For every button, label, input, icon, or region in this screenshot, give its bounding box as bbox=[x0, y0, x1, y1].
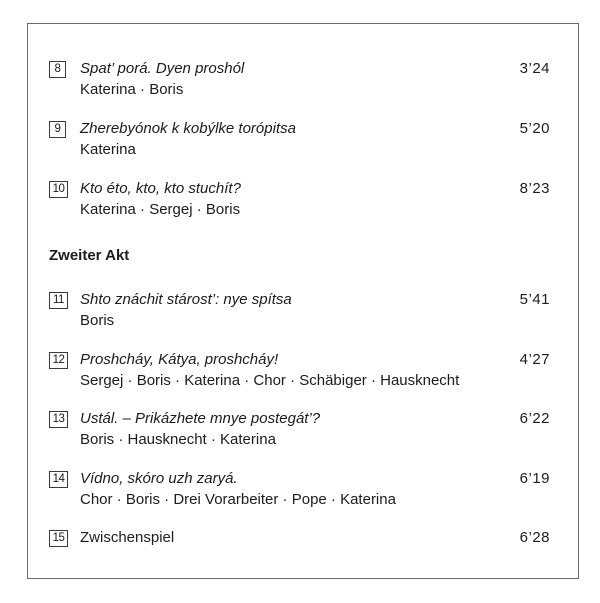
track-singers: Katerina · Boris bbox=[80, 81, 184, 98]
track-duration: 6’22 bbox=[519, 410, 550, 427]
track-number-box: 13 bbox=[49, 411, 68, 428]
track-number-box: 15 bbox=[49, 530, 68, 547]
track-number-box: 11 bbox=[49, 292, 68, 309]
track-number-box: 10 bbox=[49, 181, 68, 198]
track-number-box: 12 bbox=[49, 352, 68, 369]
track-number-box: 9 bbox=[49, 121, 66, 138]
track-duration: 6’28 bbox=[519, 529, 550, 546]
track-duration: 4’27 bbox=[519, 351, 550, 368]
track-title: Vídno, skóro uzh zaryá. bbox=[80, 470, 238, 487]
track-title: Kto éto, kto, kto stuchít? bbox=[80, 180, 241, 197]
track-title: Proshcháy, Kátya, proshcháy! bbox=[80, 351, 279, 368]
track-title: Spat’ porá. Dyen proshól bbox=[80, 60, 245, 77]
track-singers: Katerina · Sergej · Boris bbox=[80, 201, 241, 218]
track-number-box: 14 bbox=[49, 471, 68, 488]
track-duration: 5’41 bbox=[519, 291, 550, 308]
act-heading: Zweiter Akt bbox=[49, 247, 130, 264]
track-singers: Katerina bbox=[80, 141, 136, 158]
track-singers: Boris · Hausknecht · Katerina bbox=[80, 431, 276, 448]
track-duration: 5’20 bbox=[519, 120, 550, 137]
track-duration: 3’24 bbox=[519, 60, 550, 77]
track-number-box: 8 bbox=[49, 61, 66, 78]
track-singers: Sergej · Boris · Katerina · Chor · Schäbiger · Hausknecht bbox=[80, 372, 460, 389]
track-duration: 8’23 bbox=[519, 180, 550, 197]
track-title: Shto znáchit stárost’: nye spítsa bbox=[80, 291, 292, 308]
track-singers: Boris bbox=[80, 312, 115, 329]
track-title: Zherebyónok k kobýlke torópitsa bbox=[80, 120, 296, 137]
track-title: Ustál. – Prikázhete mnye postegát’? bbox=[80, 410, 321, 427]
track-duration: 6’19 bbox=[519, 470, 550, 487]
track-singers: Chor · Boris · Drei Vorarbeiter · Pope · Katerina bbox=[80, 491, 396, 508]
track-title: Zwischenspiel bbox=[80, 529, 175, 546]
